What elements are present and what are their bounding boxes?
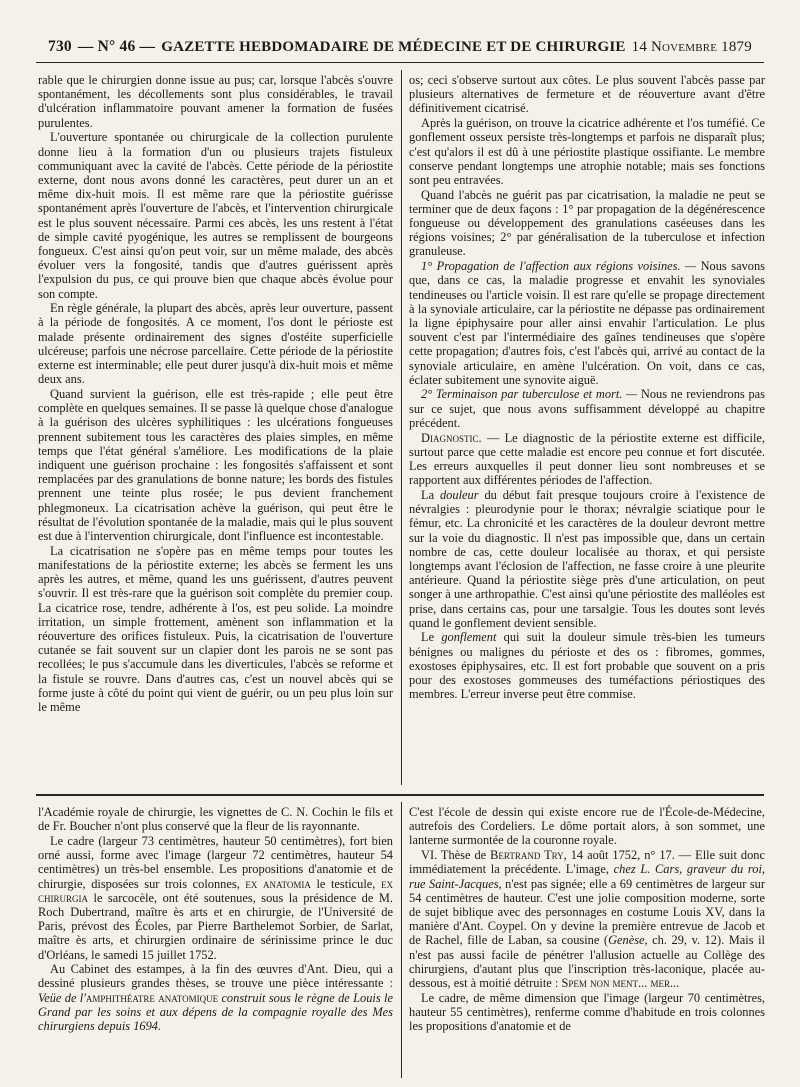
paragraph-text: — Le diagnostic de la périostite externe est difficile, surtout parce que cette maladie est encore peu connue et fort discutée. Les erreurs auxquelles il peut donner lieu sont nombreuses et se rapportent aux différentes périodes de l'affection. [409,430,765,488]
small-caps: ex chirurgia [38,876,393,905]
paragraph: Le cadre (largeur 73 centimètres, hauteur 50 centimètres), fort bien orné aussi, forme avec l'image (largeur 72 centimètres, hauteur 54 centimètres) un très-bel ensemble. Les propositions d'anatomie et de chirurgie, disposées sur trois colonnes, ex anatomia le testicule, ex chirurgia le sarcocèle, ont été soutenues, sous la présidence de M. Roch Dubertrand, maître ès arts et en chirurgie, de l'Université de Paris, prévost des Écoles, par Pierre Barthelemot Sorbier, de Sarlat, maître ès arts, et chirurgien ordinaire de sérinissime prince le duc d'Orléans, le samedi 15 juillet 1752. [38,833,393,962]
section-rule [36,794,764,796]
emphasis: Veüe de l' [38,990,86,1005]
paragraph: rable que le chirurgien donne issue au pus; car, lorsque l'abcès s'ouvre spontanément, les décollements sont plus considérables, le travail d'ulcération inflammatoire pouvant amener la formation de fusées purulentes. [38,73,393,130]
paragraph-text: Nous ne reviendrons pas sur ce sujet, que nous avons suffisamment développé au chapitre précédent. [409,387,765,430]
paragraph: En règle générale, la plupart des abcès, après leur ouverture, passent à la période de fongosités. A ce moment, l'os dont le périoste est malade présente ordinairement des signes d'ostéite superficielle ulcéreuse; parfois une nécrose parcellaire. Cette période de la périostite externe est interminable; elle peut durer jusqu'à dix-huit mois et même deux ans. [38,301,393,387]
section-heading: Diagnostic. [421,430,482,445]
section-heading: 2° Terminaison par tuberculose et mort. — [421,387,638,402]
running-header [48,38,752,56]
paragraph: Quand survient la guérison, elle est très-rapide ; elle peut être complète en quelques semaines. Il se passe là quelque chose d'analogue à la guérison des ulcères syphilitiques : les ulcérations fongueuses prennent subitement tous les caractères des plaies simples, en même temps que l'état général s'améliore. Les modifications de la plaie indiquent une guérison prochaine : les fongosités s'affaissent et sont remplacées par des granulations de bonne nature; les bords des fistules prennent une teinte plus rosée; le pus devient franchement phlegmoneux. La cicatrisation achève la guérison, qui peut être le résultat de l'évolution spontanée de la maladie, mais qui le plus souvent est due à l'intervention chirurgicale, dont l'influence est incontestable. [38,386,393,543]
paragraph [409,431,765,488]
paragraph: Au Cabinet des estampes, à la fin des œuvres d'Ant. Dieu, qui a dessiné plusieurs grandes thèses, se trouve une pièce intéressante : Veüe de l'amphithéatre anatomique construit sous le règne de Louis le Grand par les soins et aux dépens de la compagnie royalle des Mes chirurgiens depuis 1694. [38,962,393,1034]
column-divider [401,70,402,785]
paragraph [409,259,765,387]
column-divider [401,802,402,1078]
issue-date: 14 Novembre 1879 [631,39,752,55]
paragraph: La douleur du début fait presque toujours croire à l'existence de névralgies : pleurodynie pour le thorax; névralgie sciatique pour le fémur, etc. La chronicité et les caractères de la douleur devront mettre sur la voie du diagnostic. Il n'est pas impossible que, dans un certain nombre de cas, cette douleur localisée au thorax, et qui persiste longtemps avant l'éclosion de l'affection, ne fasse croire à une pleurite antérieure. Quand la périostite siège près d'une articulation, on peut songer à une arthropathie. C'est ainsi qu'une périostite des malléoles est prise, dans certains cas, pour une tarsalgie. Tous les doutes sont levés quand le gonflement devient sensible. [409,487,765,630]
small-caps: Spem non ment... mer... [561,975,680,990]
emphasis: Genèse [608,933,645,948]
paragraph: l'Académie royale de chirurgie, les vignettes de C. N. Cochin le fils et de Fr. Boucher n'ont plus conservé que la fleur de lis rayonnante. [38,805,393,834]
small-caps: Bertrand Try [490,848,564,863]
upper-right-column [409,73,765,785]
lower-right-column [409,805,765,1077]
paragraph: L'ouverture spontanée ou chirurgicale de la collection purulente donne lieu à la formation d'un ou plusieurs trajets fistuleux communiquant avec la cavité de l'abcès. Cette période de la périostite externe, dont nous avons donné les caractères, peut durer un an et même dix-huit mois. Il est même rare que la périostite guérisse spontanément après l'ouverture de l'abcès, et l'intervention chirurgicale est le plus souvent nécessaire. Parmi ces abcès, les uns restent à l'état de simple cavité pyogénique, les autres se remplissent de bourgeons fongueux. C'est ainsi qu'on peut voir, sur un même malade, des abcès évoluer vers la fongosité, tandis que d'autres guérissent après l'expulsion du pus, ce qui prouve bien que chaque abcès évolue pour son compte. [38,130,393,301]
small-caps: ex anatomia [245,876,311,891]
section-heading: 1° Propagation de l'affection aux régions voisines. — [421,259,697,274]
upper-left-column [38,73,393,785]
paragraph: C'est l'école de dessin qui existe encore rue de l'École-de-Médecine, autrefois des Cordeliers. Le dôme portait alors, à son sommet, une lanterne surmontée de la couronne royale. [409,805,765,848]
paragraph-text: Nous savons que, dans ce cas, la maladie progresse et envahit les synoviales tendineuses ou l'article voisin. Il est rare qu'elle se propage directement à la synoviale articulaire, car la périostite ne dépasse pas ordinairement la ligne épiphysaire pour aller ainsi envahir l'articulation. Le plus souvent c'est par l'intermédiaire des gaînes tendineuses que s'opère cette propagation; d'autres fois, c'est l'abcès qui, arrivé au contact de la synoviale articulaire, en amène l'ulcération. On voit, dans ce cas, éclater subitement une synovite aiguë. [409,259,765,387]
paragraph: Le cadre, de même dimension que l'image (largeur 70 centimètres, hauteur 55 centimètres), renferme comme d'habitude en trois colonnes les propositions d'anatomie et de [409,990,765,1034]
paragraph: Quand l'abcès ne guérit pas par cicatrisation, la maladie ne peut se terminer que de deux façons : 1° par propagation de la dégénérescence fongueuse ou développement des granulations caséeuses dans les régions voisines; 2° par généralisation de la tuberculose et infection granuleuse. [409,187,765,259]
journal-title: GAZETTE HEBDOMADAIRE DE MÉDECINE ET DE CHIRURGIE [161,39,626,55]
paragraph: os; ceci s'observe surtout aux côtes. Le plus souvent l'abcès passe par plusieurs alternatives de fermeture et de réouverture avant d'être définitivement cicatrisé. [409,73,765,116]
paragraph: Le gonflement qui suit la douleur simule très-bien les tumeurs bénignes ou malignes du périoste et des os : fibromes, gommes, exostoses épiphysaires, etc. Il est fort probable que souvent on a pris pour des exostoses gommeuses des tuméfactions périostiques des membres. L'erreur inverse peut être commise. [409,630,765,702]
header-rule [36,62,764,63]
paragraph: La cicatrisation ne s'opère pas en même temps pour toutes les manifestations de la périostite externe; les abcès se ferment les uns après les autres, et même, quand les uns guérissent, d'autres peuvent s'ouvrir. Il est très-rare que la guérison soit complète du premier coup. La cicatrice rose, tendre, adhérente à l'os, est peu solide. La moindre irritation, un simple frottement, amènent son inflammation et la réouverture des orifices fistuleux. Puis, la cicatrisation de l'ouverture cutanée se fait souvent sur un clapier dont les parois ne se sont pas recollées; le pus s'accumule dans les diverticules, l'abcès se reforme et la fistule se rouvre. Dans d'autres cas, c'est un nouvel abcès qui se forme juste à côté du point qui vient de guérir, ou un peu plus loin sur le même [38,543,393,714]
emphasis: chez L. Cars, graveur du roi, rue Saint-Jacques, [409,862,765,891]
lower-left-column [38,805,393,1077]
small-caps: amphithéatre anatomique [85,990,219,1005]
issue-number: — N° 46 — [77,38,156,55]
page-number: 730 [48,38,72,55]
paragraph: Après la guérison, on trouve la cicatrice adhérente et l'os tuméfié. Ce gonflement osseux persiste très-longtemps et parfois ne disparaît plus; c'est qu'alors il est dû à une périostite plastique ossifiante. Le membre conserve pendant longtemps une atrophie notable; mais ses fonctions sont peu entravées. [409,116,765,187]
emphasis: gonflement [441,630,497,645]
paragraph [409,387,765,430]
emphasis: construit sous le règne de Louis le Grand par les soins et aux dépens de la compagnie royalle des Mes chirurgiens depuis 1694. [38,990,393,1034]
paragraph: VI. Thèse de Bertrand Try, 14 août 1752, n° 17. — Elle suit donc immédiatement la précédente. L'image, chez L. Cars, graveur du roi, rue Saint-Jacques, n'est pas signée; elle a 69 centimètres de largeur sur 54 centimètres de hauteur. C'est une jolie composition moderne, sorte de sujet biblique avec des personnages en costume Louis XV, dans la manière d'Ant. Coypel. On y devine la première entrevue de Jacob et de Rachel, fille de Laban, sa cousine (Genèse, ch. 29, v. 12). Mais il n'est pas aussi facile de pénétrer l'allusion actuelle au Collège des chirurgiens, d'autant plus que l'inscription très-laconique, placée au-dessous, est à moitié détruite : Spem non ment... mer... [409,848,765,990]
emphasis: douleur [439,487,479,502]
